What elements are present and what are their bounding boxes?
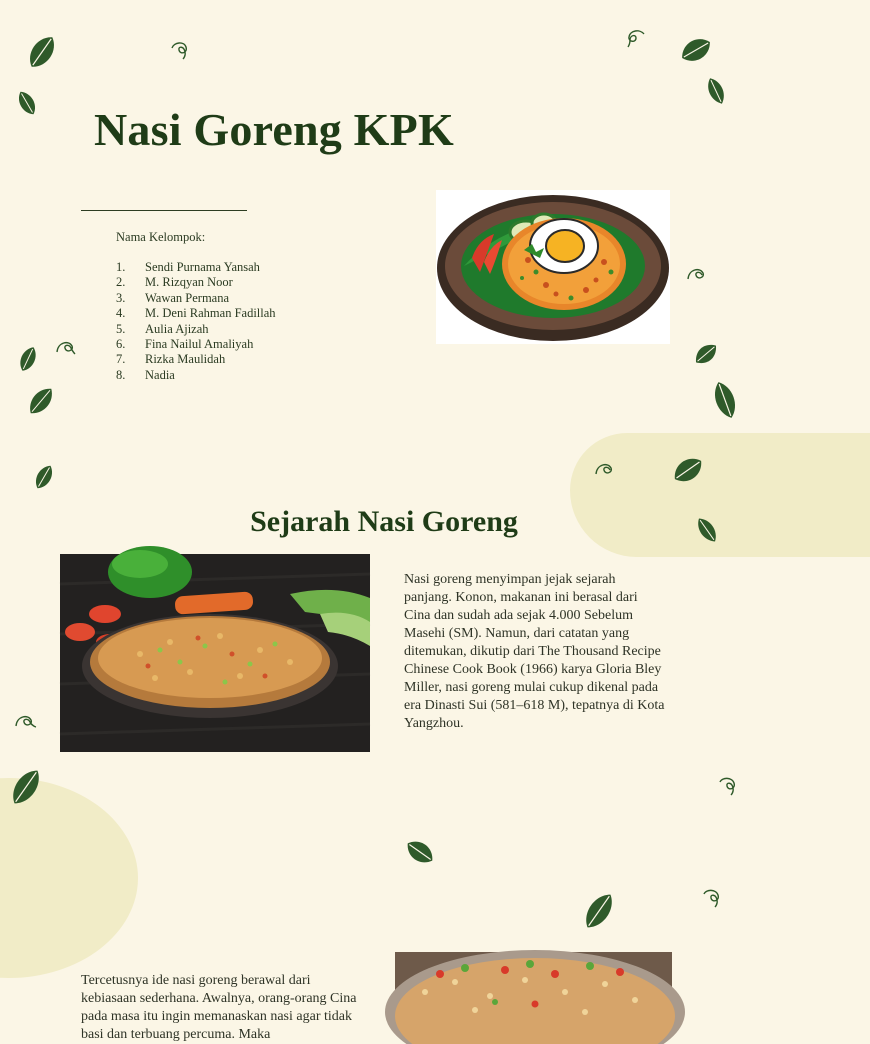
swirl-icon xyxy=(718,776,740,801)
page-title: Nasi Goreng KPK xyxy=(94,103,454,155)
fried-rice-closeup-photo xyxy=(395,952,672,1024)
leaf-icon xyxy=(692,340,720,368)
leaf-icon xyxy=(16,345,40,373)
background-blob-left xyxy=(0,778,138,978)
leaf-icon xyxy=(676,32,716,68)
member-item: 3. Wawan Permana xyxy=(116,290,230,305)
leaf-icon xyxy=(696,515,718,545)
member-item: 2. M. Rizqyan Noor xyxy=(116,275,233,290)
leaf-icon xyxy=(9,766,43,808)
member-list xyxy=(116,260,276,383)
member-item: 8. Nadia xyxy=(116,367,175,382)
nasi-goreng-plate-image xyxy=(436,190,670,344)
leaf-icon xyxy=(33,463,55,491)
swirl-icon xyxy=(702,888,724,913)
member-item: 1. Sendi Purnama Yansah xyxy=(116,260,260,274)
leaf-icon xyxy=(582,890,616,932)
group-label: Nama Kelompok: xyxy=(116,230,206,244)
swirl-icon xyxy=(55,338,77,361)
member-item: 4. M. Deni Rahman Fadillah xyxy=(116,306,276,321)
fried-rice-photo xyxy=(60,554,370,752)
history-paragraph: Nasi goreng menyimpan jejak sejarah panjang. Konon, makanan ini berasal dari Cina dan sudah ada sejak 4.000 Sebelum Masehi (SM). Namun, dari catatan yang ditemukan, dikutip dari The Thousand Recipe Chinese Cook Book (1966) karya Gloria Bley Miller, nasi goreng mulai cukup dikenal pada era Dinasti Sui (581–618 M), tepatnya di Kota Yangzhou. xyxy=(404,572,665,731)
member-item: 5. Aulia Ajizah xyxy=(116,321,209,336)
leaf-icon xyxy=(705,76,727,106)
leaf-icon xyxy=(26,384,56,418)
swirl-icon xyxy=(594,460,616,485)
swirl-icon xyxy=(170,40,192,65)
origin-paragraph: Tercetusnya ide nasi goreng berawal dari kebiasaan sederhana. Awalnya, orang-orang Cina pada masa itu ingin memanaskan nasi agar tidak basi dan terbuang percuma. Maka xyxy=(81,973,357,1042)
swirl-icon xyxy=(686,265,708,290)
swirl-icon xyxy=(624,28,646,53)
section-title: Sejarah Nasi Goreng xyxy=(250,504,518,538)
swirl-icon xyxy=(14,712,38,735)
divider xyxy=(81,210,247,211)
member-item: 7. Rizka Maulidah xyxy=(116,352,226,367)
leaf-icon xyxy=(401,836,439,868)
leaf-icon xyxy=(710,380,740,420)
member-item: 6. Fina Nailul Amaliyah xyxy=(116,337,254,352)
leaf-icon xyxy=(25,32,59,72)
leaf-icon xyxy=(16,89,38,117)
leaf-icon xyxy=(668,452,708,488)
